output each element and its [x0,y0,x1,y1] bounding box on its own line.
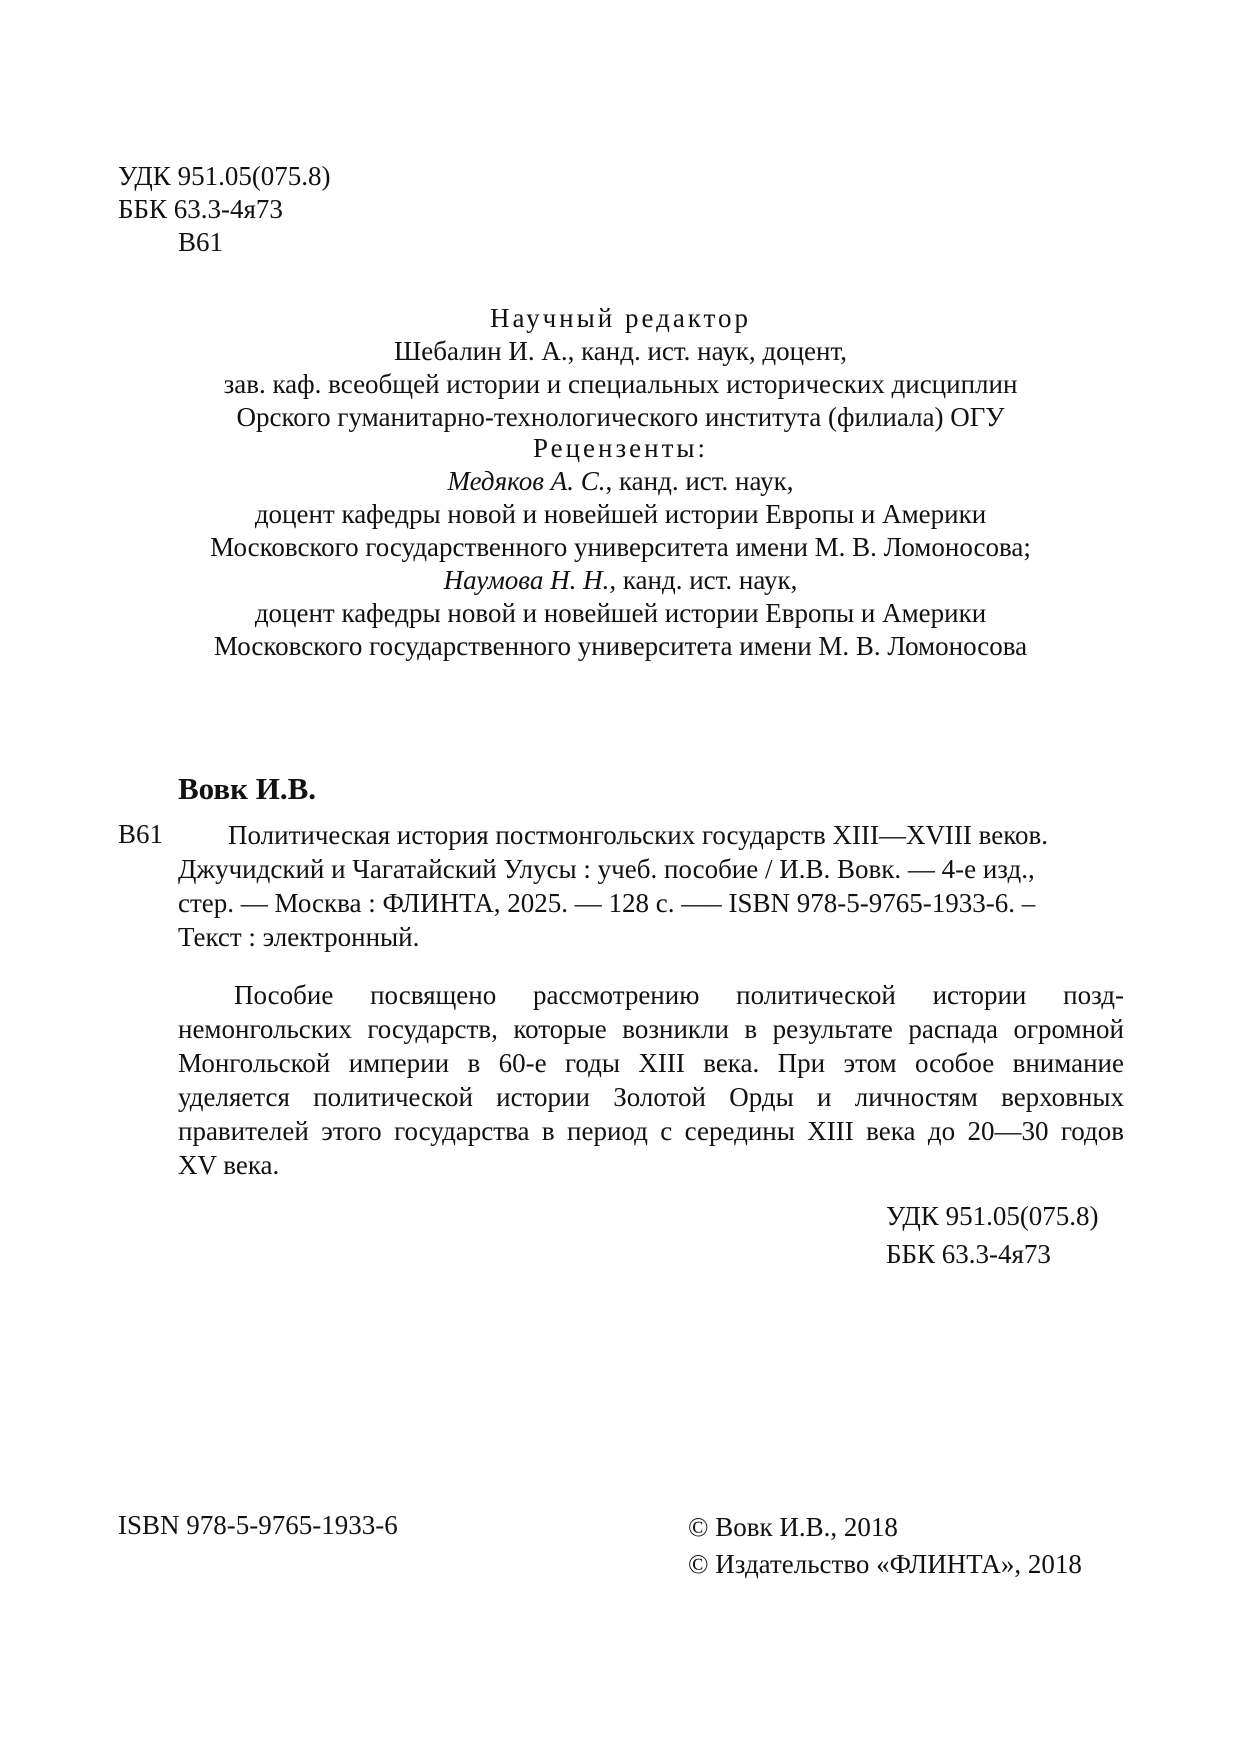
entry-author: Вовк И.В. [178,771,317,806]
entry-mark: В61 [118,819,164,849]
abstract-line: Монгольской империи в 60-е годы XIII века. При этом особое внимание [178,1048,1124,1078]
abstract-line: XV века. [178,1150,280,1180]
abstract-line: немонгольских государств, которые возникли в результате распада огромной [178,1014,1124,1044]
abstract-line: уделяется политической истории Золотой Орды и личностям верховных [178,1082,1124,1112]
isbn: ISBN 978-5-9765-1933-6 [118,1510,398,1540]
biblio-line: стер. — Москва : ФЛИНТА, 2025. — 128 с. —– ISBN 978-5-9765-1933-6. – [178,888,1036,918]
classification-top [118,160,331,259]
editor-line: зав. каф. всеобщей истории и специальных исторических дисциплин [223,369,1018,399]
copyright-publisher: © Издательство «ФЛИНТА», 2018 [688,1549,1082,1579]
abstract-line: правителей этого государства в период с середины XIII века до 20—30 годов [178,1116,1124,1146]
scientific-editor-block [0,302,1241,434]
biblio-line: Джучидский и Чагатайский Улусы : учеб. пособие / И.В. Вовк. — 4-е изд., [178,854,1035,884]
reviewer-1-name: Медяков А. С. [447,466,606,496]
abstract-paragraph [178,978,1124,1182]
reviewer-1-line: доцент кафедры новой и новейшей истории Европы и Америки [254,499,987,529]
bibliographic-entry [178,818,1124,954]
reviewer-1-title [0,465,1241,498]
copyright-author: © Вовк И.В., 2018 [688,1512,898,1542]
editor-line: Шебалин И. А., канд. ист. наук, доцент, [394,336,847,366]
biblio-line: Политическая история постмонгольских государств XIII—XVIII веков. [228,820,1048,850]
biblio-line: Текст : электронный. [178,922,420,952]
author-mark: В61 [178,227,224,257]
reviewer-1-degree: , канд. ист. наук, [605,466,794,496]
classification-bottom [886,1197,1099,1273]
copyright-block [688,1509,1082,1583]
bbk-code-bottom: ББК 63.3-4я73 [886,1239,1051,1269]
reviewers-block [0,432,1241,663]
reviewer-2-line: Московского государственного университета имени М. В. Ломоносова [213,631,1028,661]
udk-code-bottom: УДК 951.05(075.8) [886,1201,1099,1231]
bbk-code: ББК 63.3-4я73 [118,194,283,224]
reviewer-2-title [0,564,1241,597]
reviewers-heading: Рецензенты: [532,433,709,463]
editor-line: Орского гуманитарно-технологического института (филиала) ОГУ [236,402,1005,432]
reviewer-2-degree: канд. ист. наук, [616,565,798,595]
reviewer-2-name: Наумова Н. Н., [443,565,617,595]
reviewer-2-line: доцент кафедры новой и новейшей истории Европы и Америки [254,598,987,628]
editor-heading: Научный редактор [489,303,752,333]
reviewer-1-line: Московского государственного университета имени М. В. Ломоносова; [210,532,1031,562]
abstract-line: Пособие посвящено рассмотрению политической истории позд- [234,980,1124,1010]
udk-code: УДК 951.05(075.8) [118,161,331,191]
